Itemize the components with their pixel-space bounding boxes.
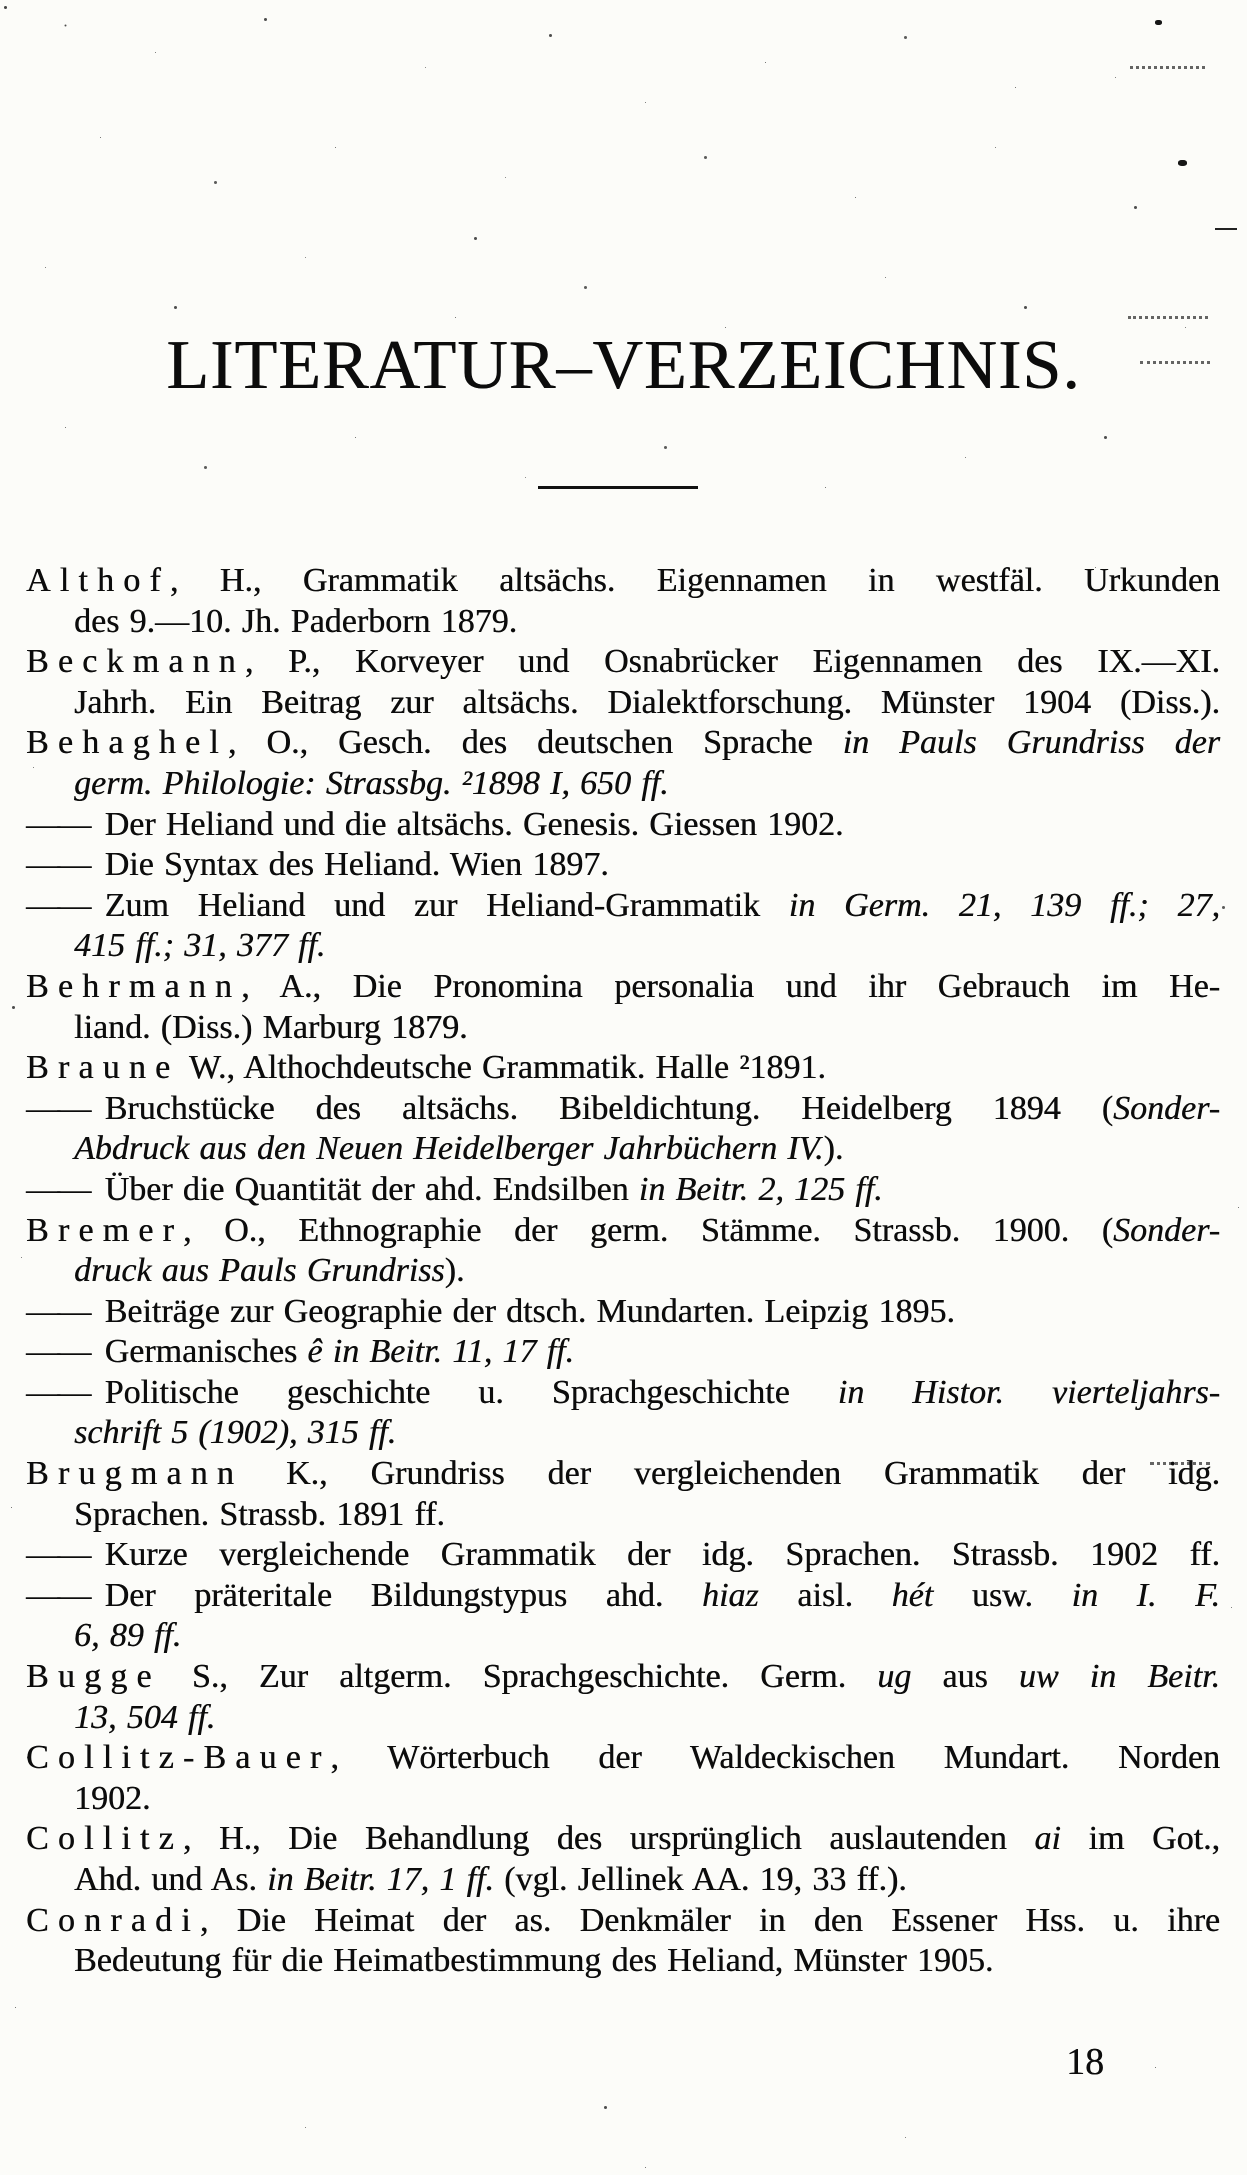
entry-text: S., Zur altgerm. Sprachgeschichte. Germ. [160,1658,878,1696]
entry-text: Sprachen. Strassb. 1891 ff. [74,1495,445,1533]
entry-line [26,1332,1220,1373]
entry-text: aisl. [758,1576,892,1614]
bibliography-entry [26,561,1220,642]
entry-text-italic: in Beitr. 2, 125 ff. [638,1170,883,1208]
entry-text: (vgl. Jellinek AA. 19, 33 ff.). [493,1861,907,1898]
entry-line [26,1211,1220,1252]
entry-text: im Got., [1060,1820,1221,1858]
bibliography-entry [26,845,1220,886]
entry-text: ). [823,1130,844,1168]
bibliography-entry [26,1292,1220,1333]
same-author-dash: —— [26,1373,89,1411]
entry-line [26,1535,1220,1576]
scan-noise-blot [1155,20,1162,25]
entry-line [26,1048,1220,1089]
entry-text: Der präteritale Bildungstypus ahd. [104,1576,702,1614]
bibliography-entry [26,1454,1220,1535]
entry-text-italic: ai [1034,1820,1061,1858]
bibliography-entry [26,1535,1220,1576]
bibliography-entry [26,1901,1220,1982]
entry-line [26,886,1220,927]
entry-text: Bedeutung für die Heimatbestimmung des Heliand, Münster 1905. [74,1942,994,1980]
entry-text-italic: in I. F. [1071,1576,1220,1614]
title-divider [538,486,698,489]
entry-text: K., Grundriss der vergleichenden Grammatik der idg. [242,1455,1220,1493]
entry-text-italic: schrift 5 (1902), 315 ff. [74,1414,397,1452]
bibliography-entry [26,1576,1220,1657]
entry-text-italic: germ. Philologie: Strassbg. ²1898 I, 650 ff. [74,764,669,802]
author-name: Beckmann [26,643,245,681]
entry-text: , Die Heimat der as. Denkmäler in den Essener Hss. u. ihre [199,1901,1220,1939]
entry-text: , H., Grammatik altsächs. Eigennamen in westfäl. Urkunden [169,562,1220,599]
entry-text: liand. (Diss.) Marburg 1879. [74,1008,468,1046]
entry-line [26,602,1220,643]
entry-line [26,1819,1220,1860]
entry-line [26,1129,1220,1170]
bibliography-entry [26,1819,1220,1900]
same-author-dash: —— [26,1576,89,1614]
bibliography-entry [26,1373,1220,1454]
author-name: Conradi [26,1901,200,1939]
entry-text: , O., Ethnographie der germ. Stämme. Strassb. 1900. ( [183,1211,1114,1249]
entry-line [26,1576,1220,1617]
bibliography-entry [26,1089,1220,1170]
entry-text-italic: uw in Beitr. [1018,1658,1220,1696]
entry-text: Germanisches [104,1333,308,1371]
entry-line [26,845,1220,886]
entry-text-italic: in Pauls Grundriss der [842,724,1220,762]
entry-text: des 9.—10. Jh. Paderborn 1879. [74,602,518,640]
entry-text-italic: in Beitr. 17, 1 ff. [267,1861,494,1898]
entry-line [26,642,1220,683]
entry-line [26,926,1220,967]
page-title: LITERATUR–VERZEICHNIS. [166,327,1081,404]
entry-line [26,1738,1220,1779]
bibliography-list [26,561,1220,1982]
bibliography-entry [26,1211,1220,1292]
entry-line [26,1170,1220,1211]
entry-line [26,1657,1220,1698]
entry-text-italic: Abdruck aus den Neuen Heidelberger Jahrbüchern IV. [74,1130,824,1168]
entry-text: Bruchstücke des altsächs. Bibeldichtung. Heidelberg 1894 ( [104,1089,1114,1127]
entry-text: Zum Heliand und zur Heliand-Grammatik [104,886,789,924]
entry-line [26,1089,1220,1130]
entry-line [26,1698,1220,1739]
entry-text: Beiträge zur Geographie der dtsch. Mundarten. Leipzig 1895. [104,1292,955,1330]
entry-text: 1902. [74,1779,151,1817]
entry-text: , Wörterbuch der Waldeckischen Mundart. Norden [330,1739,1220,1777]
entry-text-italic: 415 ff.; 31, 377 ff. [74,927,326,965]
entry-text: Politische geschichte u. Sprachgeschichte [104,1373,838,1411]
bibliography-entry [26,805,1220,846]
entry-text: aus [911,1658,1019,1696]
entry-text: Ahd. und As. [74,1861,268,1898]
entry-text-italic: Sonder- [1113,1211,1220,1249]
same-author-dash: —— [26,1089,89,1127]
bibliography-entry [26,723,1220,804]
scan-noise-dash [1215,228,1237,230]
entry-text-italic: 13, 504 ff. [74,1698,216,1736]
scan-noise-dots [1128,316,1208,319]
entry-text: , H., Die Behandlung des ursprünglich auslautenden [182,1820,1035,1858]
author-name: Collitz-Bauer [26,1739,331,1777]
entry-text-italic: ug [877,1658,912,1696]
entry-text: Der Heliand und die altsächs. Genesis. Giessen 1902. [104,805,844,843]
entry-text: ). [444,1252,465,1290]
entry-line [26,1008,1220,1049]
author-name: Behaghel [26,724,228,762]
bibliography-entry [26,642,1220,723]
entry-line [26,1292,1220,1333]
bibliography-entry [26,1332,1220,1373]
entry-line [26,683,1220,724]
entry-text: Kurze vergleichende Grammatik der idg. Sprachen. Strassb. 1902 ff. [104,1536,1220,1574]
entry-line [26,1251,1220,1292]
same-author-dash: —— [26,1292,89,1330]
entry-line [26,561,1220,602]
scan-noise [4,6,7,9]
same-author-dash: —— [26,886,89,924]
entry-line [26,1901,1220,1942]
entry-text-italic: in Histor. vierteljahrs- [837,1373,1221,1411]
entry-line [26,805,1220,846]
entry-line [26,1941,1220,1982]
entry-text-italic: druck aus Pauls Grundriss [74,1252,445,1290]
author-name: Collitz [26,1820,183,1858]
same-author-dash: —— [26,805,89,843]
same-author-dash: —— [26,1536,89,1574]
entry-text-italic: ê in Beitr. 11, 17 ff. [307,1333,574,1371]
author-name: Bremer [26,1211,184,1249]
author-name: Behrmann [26,967,242,1005]
entry-line [26,1779,1220,1820]
entry-line [26,1495,1220,1536]
entry-text: W., Althochdeutsche Grammatik. Halle ²1891. [179,1049,826,1087]
entry-text-italic: hét [891,1576,934,1614]
scan-noise-blot [1178,160,1187,166]
entry-line [26,967,1220,1008]
entry-line [26,1413,1220,1454]
bibliography-entry [26,967,1220,1048]
entry-text: Die Syntax des Heliand. Wien 1897. [104,846,609,884]
author-name: Braune [26,1049,180,1087]
entry-line [26,723,1220,764]
bibliography-entry [26,1738,1220,1819]
entry-text: , P., Korveyer und Osnabrücker Eigennamen des IX.—XI. [244,643,1220,681]
entry-text: , A., Die Pronomina personalia und ihr Gebrauch im He- [241,967,1220,1005]
bibliography-entry [26,886,1220,967]
author-name: Althof [26,562,170,599]
entry-line [26,1616,1220,1657]
author-name: Bugge [26,1658,161,1696]
author-name: Brugmann [26,1455,243,1493]
entry-line [26,1860,1220,1901]
entry-text: Jahrh. Ein Beitrag zur altsächs. Dialektforschung. Münster 1904 (Diss.). [74,683,1220,721]
entry-text: Über die Quantität der ahd. Endsilben [104,1170,639,1208]
bibliography-entry [26,1048,1220,1089]
same-author-dash: —— [26,1333,89,1371]
bibliography-entry [26,1657,1220,1738]
scan-noise-dots [1130,66,1205,69]
entry-text-italic: in Germ. 21, 139 ff.; 27, [788,886,1220,924]
entry-line [26,1373,1220,1414]
entry-text: , O., Gesch. des deutschen Sprache [227,724,843,762]
page-number: 18 [1066,2041,1104,2083]
entry-line [26,764,1220,805]
entry-text: usw. [933,1576,1072,1614]
entry-text-italic: Sonder- [1113,1089,1220,1127]
same-author-dash: —— [26,1170,89,1208]
entry-text-italic: 6, 89 ff. [74,1617,182,1655]
same-author-dash: —— [26,846,89,884]
bibliography-entry [26,1170,1220,1211]
entry-line [26,1454,1220,1495]
entry-text-italic: hiaz [701,1576,759,1614]
